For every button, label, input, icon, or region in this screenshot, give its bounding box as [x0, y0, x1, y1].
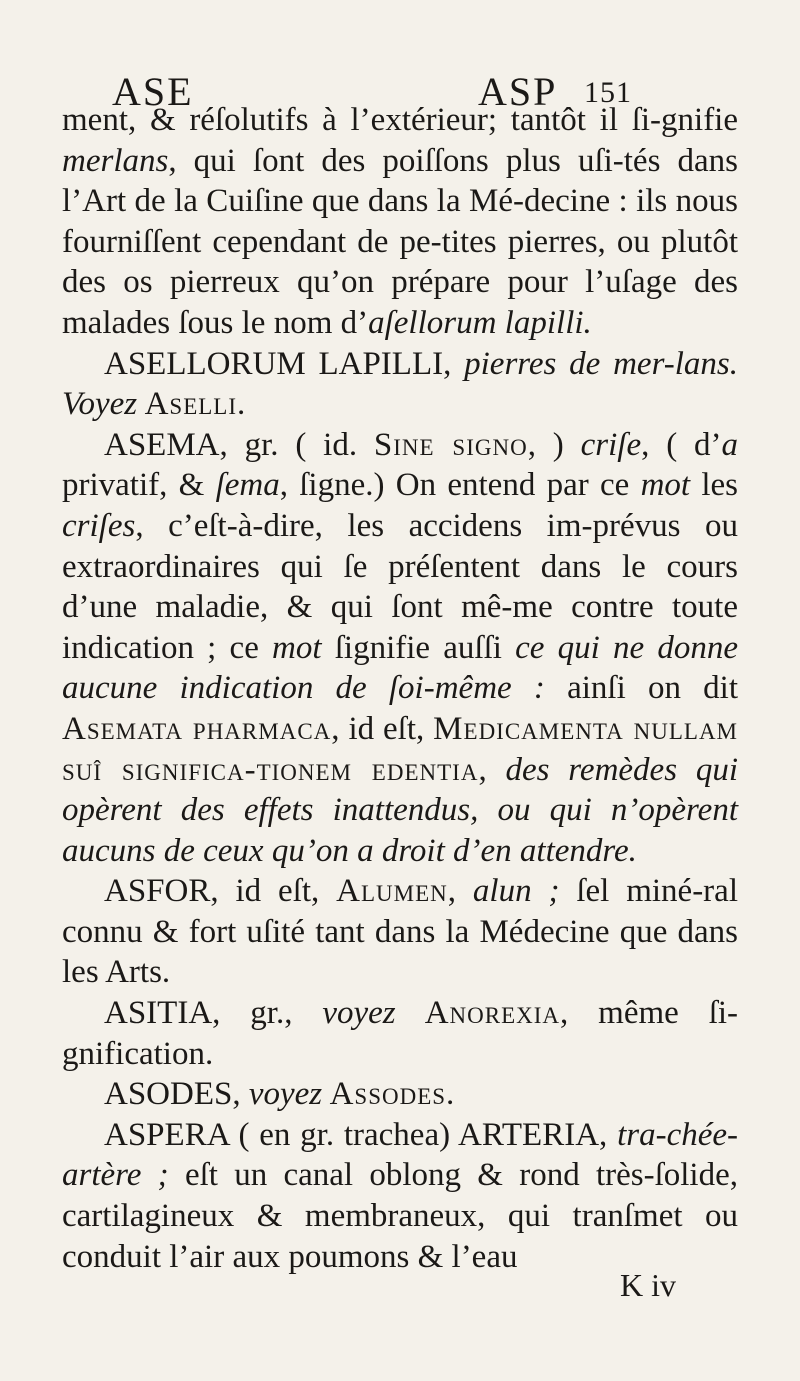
entry-paragraph-p4: [62, 993, 738, 1074]
text-run: ce qui ne donne aucune indication de ſoi-même :: [62, 629, 738, 707]
text-run: Aselli.: [137, 386, 247, 423]
dictionary-text: [62, 100, 738, 1277]
entry-paragraph-p2: [62, 425, 738, 872]
text-run: a: [721, 426, 739, 463]
text-run: les: [690, 467, 738, 504]
text-run: voyez: [322, 995, 396, 1032]
text-run: , ſigne.) On entend par ce: [279, 467, 641, 504]
text-run: , ( d’: [641, 426, 722, 463]
text-run: alun ;: [472, 873, 560, 910]
text-run: ſema: [215, 467, 280, 504]
entry-paragraph-p3: [62, 871, 738, 993]
text-run: , id eſt,: [331, 710, 434, 747]
text-run: Alumen: [336, 873, 448, 910]
text-run: ASITIA, gr.,: [104, 995, 323, 1032]
entry-paragraph-p1: [62, 344, 738, 425]
text-run: criſes: [62, 507, 136, 544]
page-number: 151: [584, 76, 632, 109]
text-run: ainſi on dit: [544, 670, 738, 707]
entry-paragraph-p0: [62, 100, 738, 344]
text-run: , ): [527, 426, 581, 463]
header-right-word: ASP: [478, 69, 558, 114]
text-run: ,: [447, 873, 473, 910]
text-run: mot: [640, 467, 691, 504]
text-run: aſellorum lapilli.: [368, 304, 592, 341]
text-run: criſe: [580, 426, 642, 463]
text-run: merlans: [62, 142, 169, 179]
signature-mark: K iv: [620, 1267, 676, 1303]
text-run: ASPERA ( en gr. trachea) ARTERIA,: [104, 1116, 618, 1153]
text-run: des remèdes qui opèrent des effets inattendus, ou qui n’opèrent aucuns de ceux qu’on a droit d’en attendre.: [62, 751, 739, 869]
text-run: eſt un canal oblong & rond très-ſolide, cartilagineux & membraneux, qui tranſmet ou conduit l’air aux poumons & l’eau: [62, 1157, 738, 1275]
text-run: ſel miné-ral connu & fort uſité tant dans la Médecine que dans les Arts.: [62, 873, 738, 991]
text-run: mot: [272, 629, 322, 666]
text-run: ASELLORUM LAPILLI,: [104, 345, 465, 382]
text-run: pierres de mer-lans. Voyez: [62, 345, 739, 423]
text-run: , qui ſont des poiſſons plus uſi-tés dans l’Art de la Cuiſine que dans la Mé-decine : ils nous fourniſſent cependant de pe-tites pierres, ou plutôt des os pierreux qu’on prépare pour l’uſage des malades ſous le nom d’: [62, 142, 738, 341]
text-run: voyez: [248, 1076, 323, 1113]
text-run: ASEMA, gr. ( id.: [104, 426, 374, 463]
text-run: Assodes.: [322, 1076, 456, 1113]
text-run: Medicamenta nullam suî significa-tionem edentia: [62, 710, 738, 788]
text-run: privatif, &: [62, 467, 216, 504]
text-run: Anorexia: [395, 995, 561, 1032]
text-run: ſignifie auſſi: [321, 629, 516, 666]
text-run: , c’eſt-à-dire, les accidens im-prévus ou extraordinaires qui ſe préſentent dans le cours d’une maladie, & qui ſont mê-me contre toute indication ; ce: [62, 507, 738, 666]
text-run: ASFOR, id eſt,: [104, 873, 337, 910]
text-run: ment, & réſolutifs à l’extérieur; tantôt il ſi-gnifie: [62, 102, 738, 138]
text-run: ASODES,: [104, 1076, 249, 1113]
text-run: , même ſi-gnification.: [62, 995, 739, 1072]
header-left-word: ASE: [112, 69, 194, 114]
entry-paragraph-p6: [62, 1115, 738, 1277]
entry-paragraph-p5: [62, 1074, 738, 1115]
text-run: ,: [478, 751, 506, 788]
text-run: Asemata pharmaca: [62, 710, 332, 747]
text-run: Sine signo: [373, 426, 528, 463]
text-run: tra-chée-artère ;: [62, 1116, 738, 1194]
